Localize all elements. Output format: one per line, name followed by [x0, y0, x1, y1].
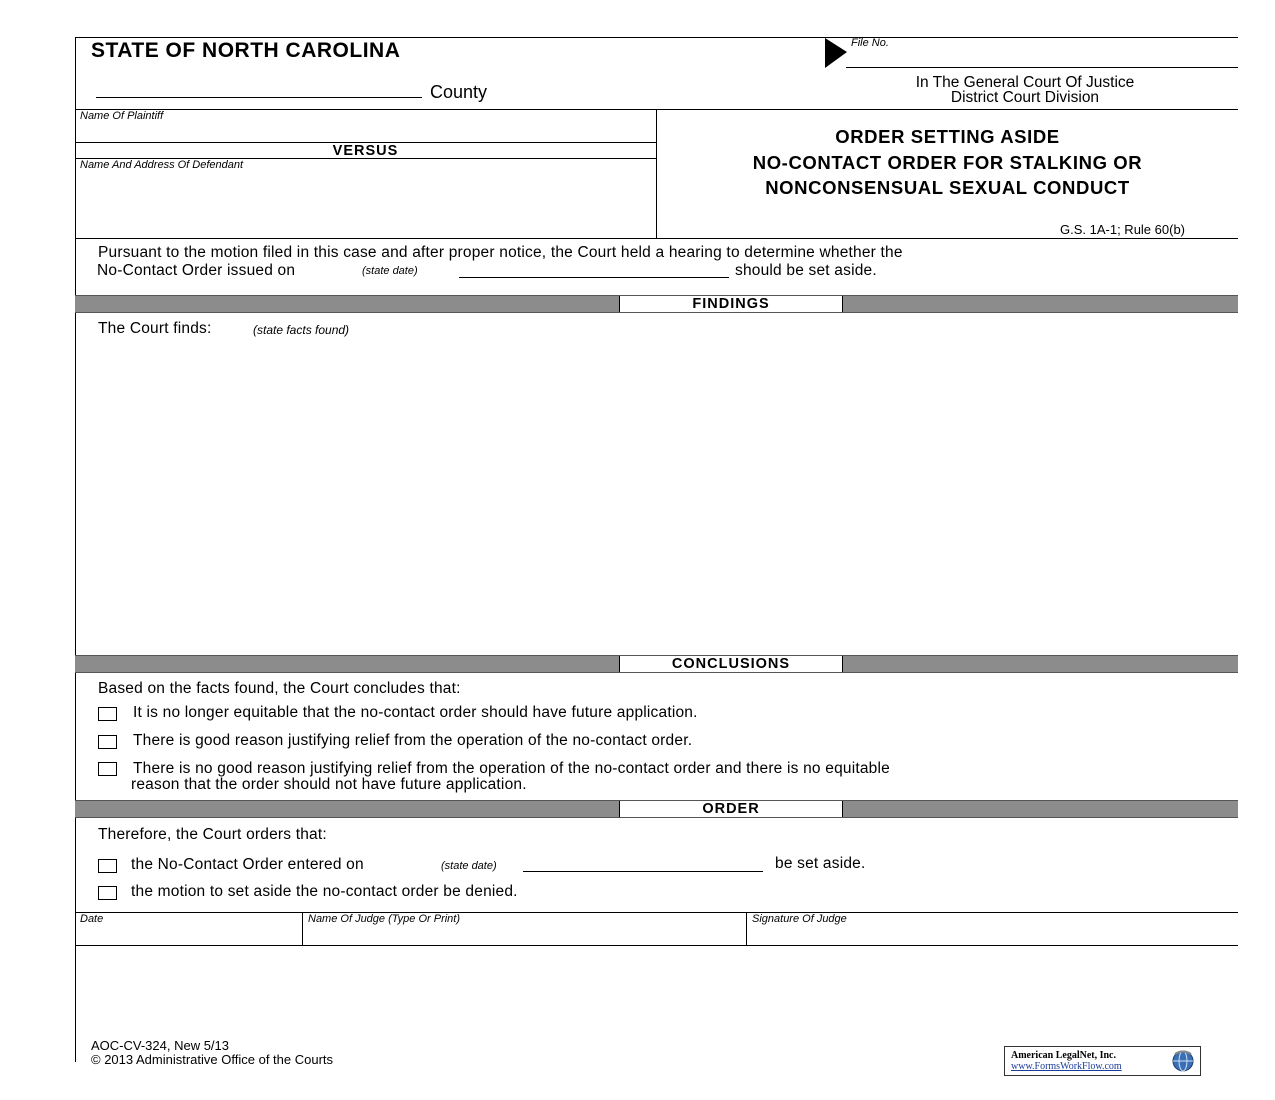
globe-icon	[1171, 1049, 1195, 1073]
issued-date-field[interactable]	[459, 277, 729, 278]
order-band	[75, 800, 1238, 818]
findings-hint: (state facts found)	[253, 323, 350, 337]
versus-label: VERSUS	[332, 143, 399, 159]
findings-text-area[interactable]	[80, 342, 1230, 650]
judge-signature-field[interactable]	[747, 926, 1237, 944]
findings-lead: The Court finds:	[98, 320, 212, 337]
logo-url[interactable]: www.FormsWorkFlow.com	[1011, 1061, 1122, 1072]
intro-line-1: Pursuant to the motion filed in this case and after proper notice, the Court held a hearing to determine whether the	[98, 244, 903, 261]
plaintiff-label: Name Of Plaintiff	[80, 110, 164, 122]
conclusion-option-1: It is no longer equitable that the no-contact order should have future application.	[133, 704, 698, 721]
conclusions-lead: Based on the facts found, the Court concludes that:	[98, 680, 461, 697]
parties-bottom-border	[75, 238, 1238, 239]
order-option-1-prefix: the No-Contact Order entered on	[131, 856, 364, 873]
county-label: County	[430, 82, 488, 102]
conclusion-checkbox-3[interactable]	[98, 762, 117, 776]
conclusion-option-3-cont: reason that the order should not have future application.	[131, 776, 527, 793]
judge-name-label: Name Of Judge (Type Or Print)	[308, 913, 461, 925]
title-line-2: NO-CONTACT ORDER FOR STALKING OR	[752, 152, 1143, 173]
order-date-field[interactable]	[523, 871, 763, 872]
order-option-1-suffix: be set aside.	[775, 855, 866, 872]
intro-line-2-prefix: No-Contact Order issued on	[97, 262, 296, 279]
intro-date-hint: (state date)	[362, 265, 418, 277]
findings-band	[75, 295, 1238, 313]
conclusion-option-3: There is no good reason justifying relief from the operation of the no-contact order and there is no equitable	[133, 760, 890, 777]
conclusion-checkbox-2[interactable]	[98, 735, 117, 749]
county-field[interactable]	[96, 97, 422, 98]
signature-top-border	[75, 912, 1238, 913]
judge-name-field[interactable]	[303, 926, 745, 944]
order-checkbox-2[interactable]	[98, 886, 117, 900]
order-heading: ORDER	[619, 801, 843, 817]
conclusions-band	[75, 655, 1238, 673]
title-line-1: ORDER SETTING ASIDE	[835, 126, 1060, 147]
findings-heading: FINDINGS	[619, 296, 843, 312]
form-id: AOC-CV-324, New 5/13	[91, 1038, 230, 1053]
statute-reference: G.S. 1A-1; Rule 60(b)	[1060, 222, 1185, 237]
form-left-border	[75, 37, 76, 1062]
form-top-border	[75, 37, 1238, 38]
intro-line-2-suffix: should be set aside.	[735, 262, 877, 279]
file-no-arrow-icon	[824, 37, 848, 69]
american-legalnet-logo[interactable]	[1004, 1046, 1201, 1076]
title-line-3: NONCONSENSUAL SEXUAL CONDUCT	[765, 177, 1130, 198]
copyright: © 2013 Administrative Office of the Courts	[91, 1052, 334, 1067]
state-heading: STATE OF NORTH CAROLINA	[91, 39, 401, 62]
order-date-hint: (state date)	[441, 860, 497, 872]
defendant-label: Name And Address Of Defendant	[80, 159, 244, 171]
file-no-underline[interactable]	[846, 67, 1238, 68]
judge-signature-label: Signature Of Judge	[752, 913, 847, 925]
court-line-2: District Court Division	[950, 89, 1100, 106]
date-field[interactable]	[76, 926, 301, 944]
conclusion-option-2: There is good reason justifying relief from the operation of the no-contact order.	[133, 732, 693, 749]
conclusions-heading: CONCLUSIONS	[619, 656, 843, 672]
date-label: Date	[80, 913, 104, 925]
conclusion-checkbox-1[interactable]	[98, 707, 117, 721]
file-no-label: File No.	[851, 37, 889, 49]
court-line-1: In The General Court Of Justice	[915, 74, 1135, 91]
logo-name: American LegalNet, Inc.	[1011, 1050, 1116, 1061]
order-option-2: the motion to set aside the no-contact order be denied.	[131, 883, 518, 900]
signature-bottom-border	[75, 945, 1238, 946]
order-checkbox-1[interactable]	[98, 859, 117, 873]
order-lead: Therefore, the Court orders that:	[98, 826, 327, 843]
